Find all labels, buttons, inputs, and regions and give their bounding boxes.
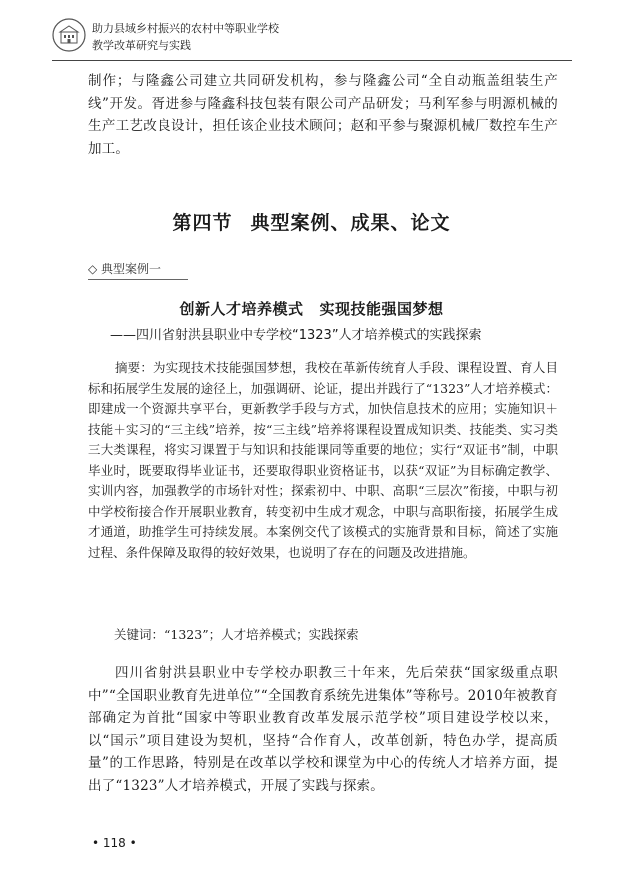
article-title-part-1: 创新人才培养模式 xyxy=(179,300,304,318)
section-title: 典型案例、成果、论文 xyxy=(250,212,451,234)
case-label-underline xyxy=(88,279,188,280)
intro-paragraph: 制作；与隆鑫公司建立共同研发机构，参与隆鑫公司“全自动瓶盖组装生产线”开发。胥进参与隆鑫科技包装有限公司产品研发；马利军参与明源机械的生产工艺改良设计，担任该企业技术顾问；赵和平参与聚源机械厂数控车生产加工。 xyxy=(88,73,558,157)
section-heading xyxy=(0,208,623,235)
header-title xyxy=(92,20,279,54)
page-number: • 118 • xyxy=(92,836,137,850)
header-line-1: 助力县域乡村振兴的农村中等职业学校 xyxy=(92,22,279,35)
case-label: ◇ 典型案例一 xyxy=(88,262,162,276)
body-paragraph: 四川省射洪县职业中专学校办职教三十年来，先后荣获“国家级重点职中”“全国职业教育先进单位”“全国教育系统先进集体”等称号。2010年被教育部确定为首批“国家中等职业教育改革发展示范学校”项目建设学校以来，以“国示”项目建设为契机，坚持“合作育人，改革创新，特色办学，提高质量”的工作思路，特别是在改革以学校和课堂为中心的传统人才培养方面，提出了“1323”人才培养模式，开展了实践与探索。 xyxy=(88,665,558,794)
keywords-line: 关键词：“1323”；人才培养模式；实践探索 xyxy=(114,627,359,642)
abstract-paragraph: 摘要：为实现技术技能强国梦想，我校在革新传统育人手段、课程设置、育人目标和拓展学生发展的途径上，加强调研、论证，提出并践行了“1323”人才培养模式：即建成一个资源共享平台，更新教学手段与方式，加快信息技术的应用；实施知识＋技能＋实习的“三主线”培养，按“三主线”培养将课程设置成知识类、技能类、实习类三大类课程，将实习课置于与知识和技能课同等重要的地位；实行“双证书”制，中职毕业时，既要取得毕业证书，还要取得职业资格证书，以获“双证”为目标确定教学、实训内容，加强教学的市场针对性；探索初中、中职、高职“三层次”衔接，中职与初中学校衔接合作开展职业教育，转变初中生成才观念，中职与高职衔接，拓展学生成才通道，助推学生可持续发展。本案例交代了该模式的实施背景和目标，简述了实施过程、条件保障及取得的较好效果，也说明了存在的问题及改进措施。 xyxy=(88,360,558,560)
header-line-2: 教学改革研究与实践 xyxy=(92,39,191,52)
running-header xyxy=(52,14,572,62)
section-number: 第四节 xyxy=(172,212,233,234)
article-title-part-2: 实现技能强国梦想 xyxy=(319,300,444,318)
school-building-logo-icon xyxy=(52,18,86,52)
article-title xyxy=(0,298,623,319)
article-subtitle: ——四川省射洪县职业中专学校“1323”人才培养模式的实践探索 xyxy=(110,328,482,343)
header-divider xyxy=(52,60,572,61)
